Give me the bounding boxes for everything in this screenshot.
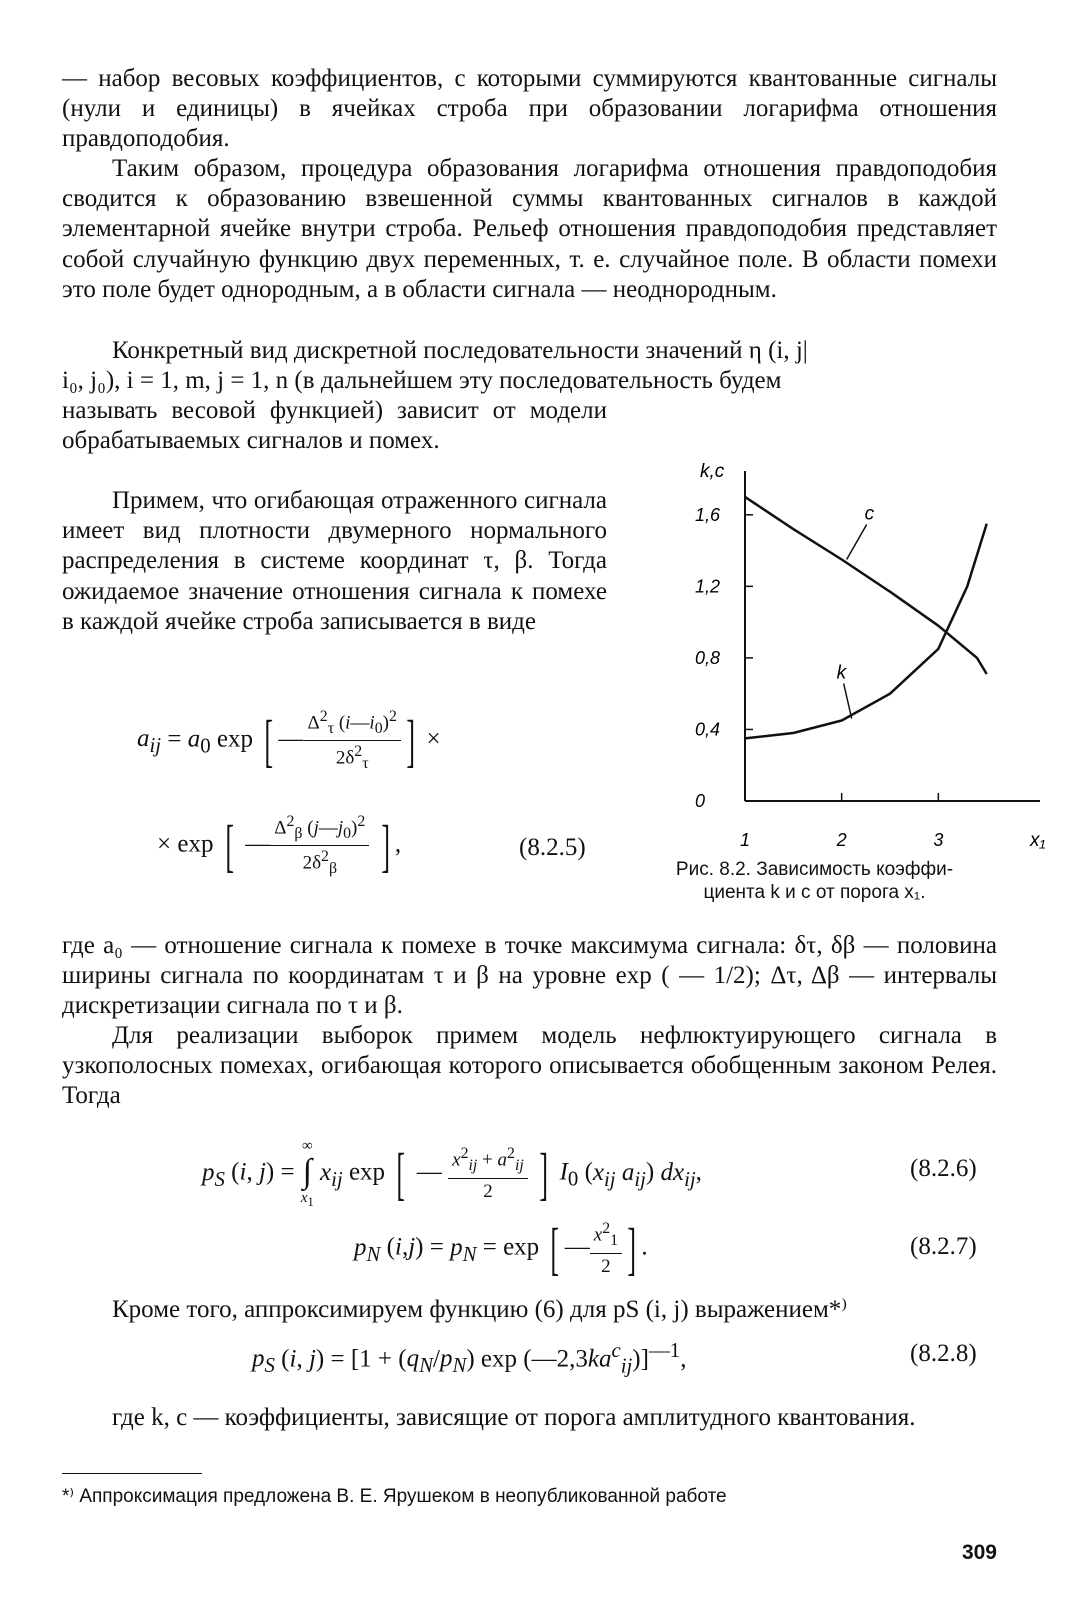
y-tick-label: 0,4 xyxy=(695,719,721,740)
series-label-c: c xyxy=(864,503,875,525)
paragraph-5: где a₀ — отношение сигнала к помехе в точке максимума сигнала: δτ, δβ — половина ширины сигнала по координатам τ и β на уровне exp ( — 1/2); Δτ, Δβ — интервалы дискретизации сигнала по τ и β. xyxy=(62,932,997,1020)
paragraph-3: Конкретный вид дискретной последовательности значений η (i, j| i₀, j₀), i = 1, m, j = 1, n (в дальнейшем эту последовательность будем xyxy=(62,337,808,395)
figure-caption: Рис. 8.2. Зависимость коэффи- циента k и c от порога x₁. xyxy=(675,859,954,903)
series-line-k xyxy=(745,524,987,739)
paragraph-2: Таким образом, процедура образования логарифма отношения правдоподобия сводится к образованию взвешенной суммы квантованных сигналов в каждой элементарной ячейке внутри строба. Рельеф отношения правдоподобия представляет собой случайную функцию двух переменных, т. е. случайное поле. В области помехи это поле будет однородным, а в области сигнала — неоднородным. xyxy=(62,155,997,303)
paragraph-4: Примем, что огибающая отраженного сигнала имеет вид плотности двумерного нормального распределения в системе координат τ, β. Тогда ожидаемое значение отношения сигнала к помехе в каждой ячейке строба записывается в виде xyxy=(62,487,607,635)
x-axis-label: x₁ xyxy=(1030,830,1046,851)
equation-8-2-7: $p_N$ $(i,j) = p_N = \exp$ [ — $\frac{x^2_1}{2}$ ] . xyxy=(354,1216,648,1281)
x-tick-label: 1 xyxy=(740,830,751,850)
series-label-k: k xyxy=(836,662,847,684)
page-number: 309 xyxy=(961,1541,997,1564)
paragraph-7: Кроме того, аппроксимируем функцию (6) для pS (i, j) выражением*⁾ xyxy=(112,1296,848,1323)
x-tick-label: 3 xyxy=(933,830,944,850)
equation-number-8-2-5: (8.2.5) xyxy=(519,834,586,861)
series-leader-c xyxy=(847,525,867,560)
y-axis-label: k,c xyxy=(700,461,725,482)
x-tick-label: 2 xyxy=(836,830,847,850)
paragraph-6: Для реализации выборок примем модель нефлюктуирующего сигнала в узкополосных помехах, огибающая которого описывается обобщенным законом Релея. Тогда xyxy=(62,1022,997,1110)
equation-8-2-8: $p_S$ (i, $j) = [1 + (q_N/p_N)$ $\exp (—2,3ka^c_{ij})]^{—1}$, xyxy=(252,1338,687,1378)
figure-chart xyxy=(627,418,1046,858)
paragraph-3-rest: называть весовой функцией) зависит от модели обрабатываемых сигналов и помех. xyxy=(62,397,607,455)
equation-number-8-2-7: (8.2.7) xyxy=(910,1233,977,1260)
footnote: *⁾ Аппроксимация предложена В. Е. Ярушеком в неопубликованной работе xyxy=(62,1486,727,1507)
footnote-rule xyxy=(62,1473,202,1474)
equation-number-8-2-8: (8.2.8) xyxy=(910,1340,977,1367)
equation-8-2-6: $p_S$ (i, j) = ∞ ∫ $x_1$ $x_{ij}$ exp [ — $\frac{x^2_{ij} + a^2_{ij}}{2}$ ] $I_0$ ($x_{ij}$ $a_{ij}$) $dx_{ij}$, xyxy=(202,1138,702,1209)
equation-8-2-5-line2: × exp [ — $\frac{\Delta^2_\beta (j—j_0)^2}{2\delta^2_\beta}$ ] , xyxy=(157,812,402,878)
equation-number-8-2-6: (8.2.6) xyxy=(910,1155,977,1182)
page xyxy=(62,58,1046,1578)
y-tick-label: 0 xyxy=(695,791,706,811)
paragraph-1: — набор весовых коэффициентов, с которыми суммируются квантованные сигналы (нули и единицы) в ячейках строба при образовании логарифма отношения правдоподобия. xyxy=(62,65,997,153)
y-tick-label: 1,2 xyxy=(695,576,721,597)
y-tick-label: 0,8 xyxy=(695,647,721,668)
paragraph-8: где k, c — коэффициенты, зависящие от порога амплитудного квантования. xyxy=(112,1404,916,1431)
equation-8-2-5-line1: $a_{ij} = a_0$ exp [ — $\frac{\Delta^2_\tau (i—i_0)^2}{2\delta^2_\tau}$ ] × xyxy=(137,707,441,773)
y-tick-label: 1,6 xyxy=(695,504,721,525)
series-leader-k xyxy=(844,684,852,719)
